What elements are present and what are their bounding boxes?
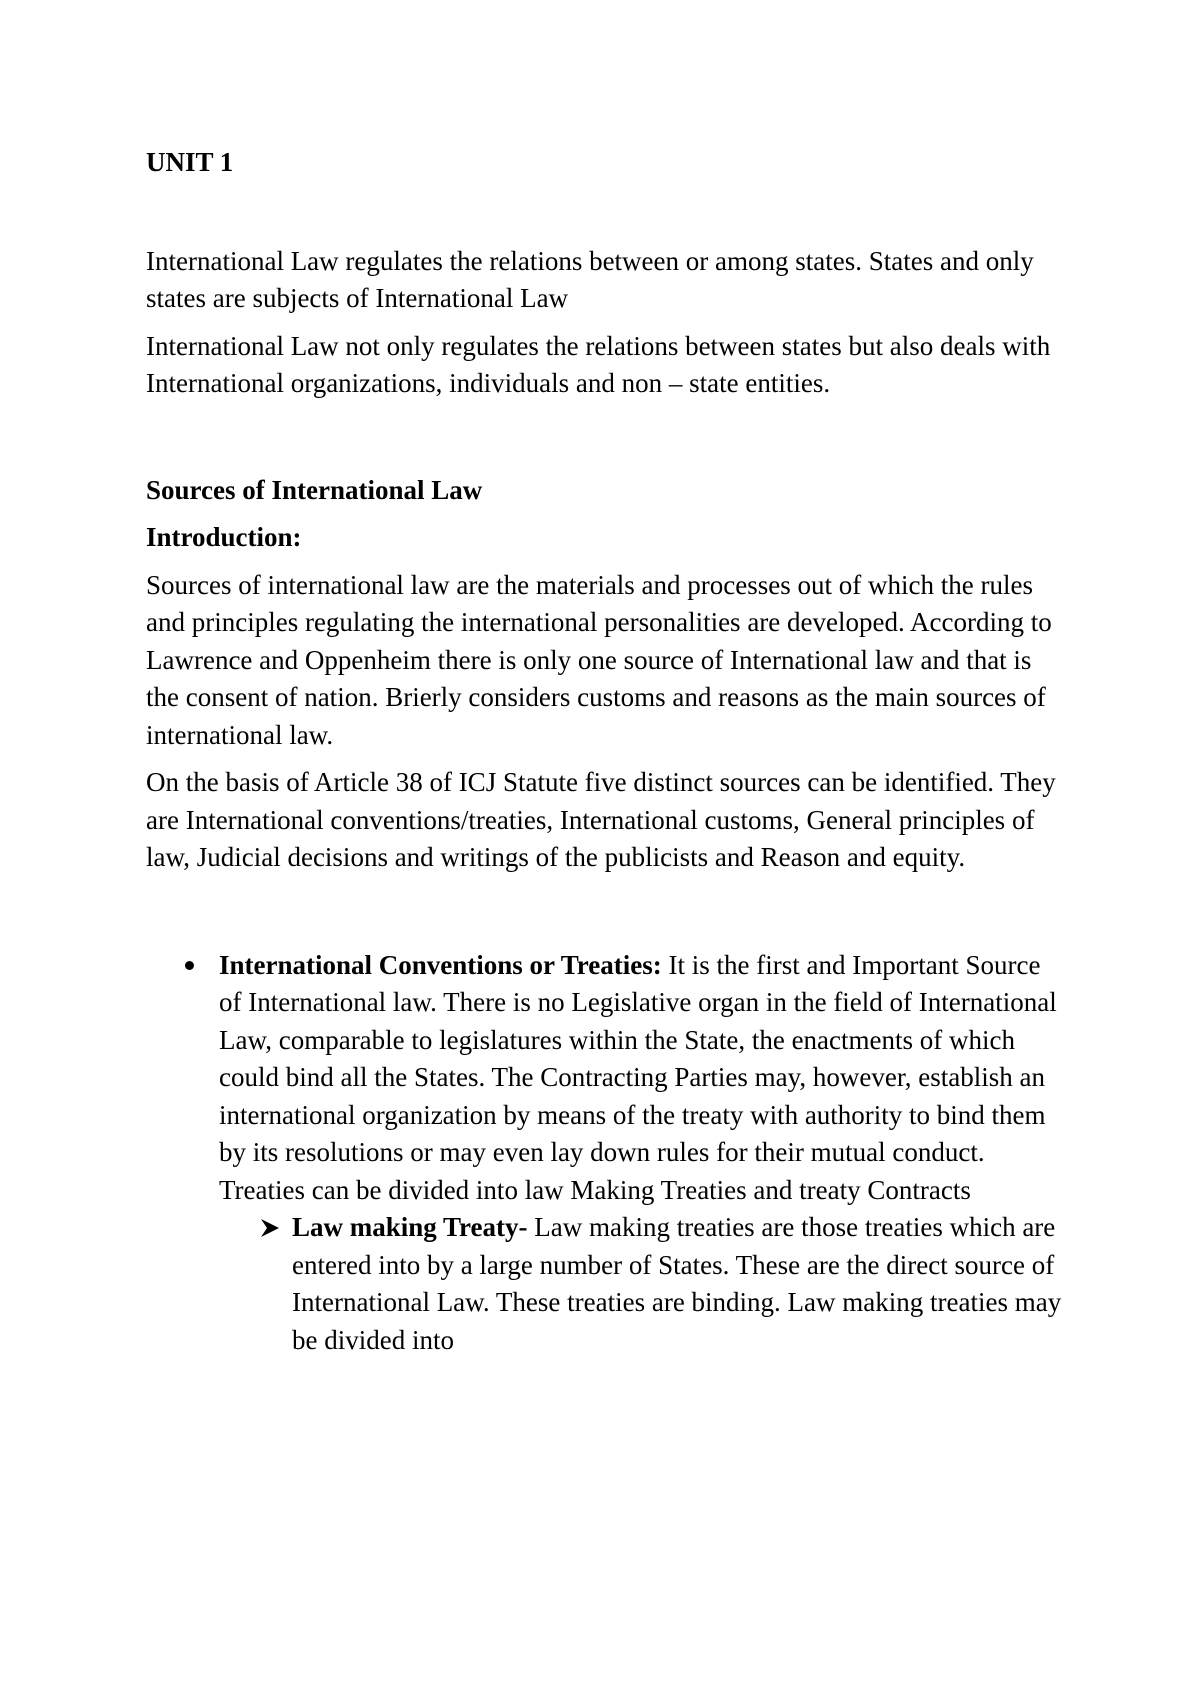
arrowhead-icon [259, 1217, 281, 1239]
bullet-dot-icon [185, 961, 194, 970]
sub-bullet-lead: Law making Treaty- [292, 1212, 528, 1242]
bullet-lead: International Conventions or Treaties: [219, 949, 662, 980]
list-item [292, 1209, 1066, 1359]
list-item [219, 947, 1066, 1360]
spacer [146, 887, 1066, 947]
sources-paragraph-1: Sources of international law are the materials and processes out of which the rules and principles regulating the international personalities are developed. According to Lawrence and Oppenheim there is only one source of International law and that is the consent of nation. Brierly considers customs and reasons as the main sources of international law. [146, 569, 1052, 750]
sub-bullet-text: Law making treaties are those treaties which are entered into by a large number of States. These are the direct source of International Law. These treaties are binding. Law making treaties may be divided into [292, 1212, 1062, 1355]
document-body [146, 144, 1066, 1359]
intro-paragraph-1: International Law regulates the relations between or among states. States and only states are subjects of International Law [146, 245, 1034, 313]
bullet-list [146, 947, 1066, 1360]
sources-paragraph-2: On the basis of Article 38 of ICJ Statute five distinct sources can be identified. They are International conventions/treaties, International customs, General principles of law, Judicial decisions and writings of the publicists and Reason and equity. [146, 767, 1056, 872]
unit-title: UNIT 1 [146, 147, 234, 177]
intro-paragraph-2: International Law not only regulates the relations between states but also deals with International organizations, individuals and non – state entities. [146, 330, 1051, 398]
sources-heading: Sources of International Law [146, 474, 483, 505]
sub-bullet-list [219, 1209, 1066, 1359]
introduction-heading: Introduction: [146, 522, 302, 552]
bullet-text: It is the first and Important Source of International law. There is no Legislative organ in the field of International Law, comparable to legislatures within the State, the enactments of which could bind all the States. The Contracting Parties may, however, establish an international organization by means of the treaty with authority to bind them by its resolutions or may even lay down rules for their mutual conduct. Treaties can be divided into law Making Treaties and treaty Contracts [219, 949, 1057, 1205]
